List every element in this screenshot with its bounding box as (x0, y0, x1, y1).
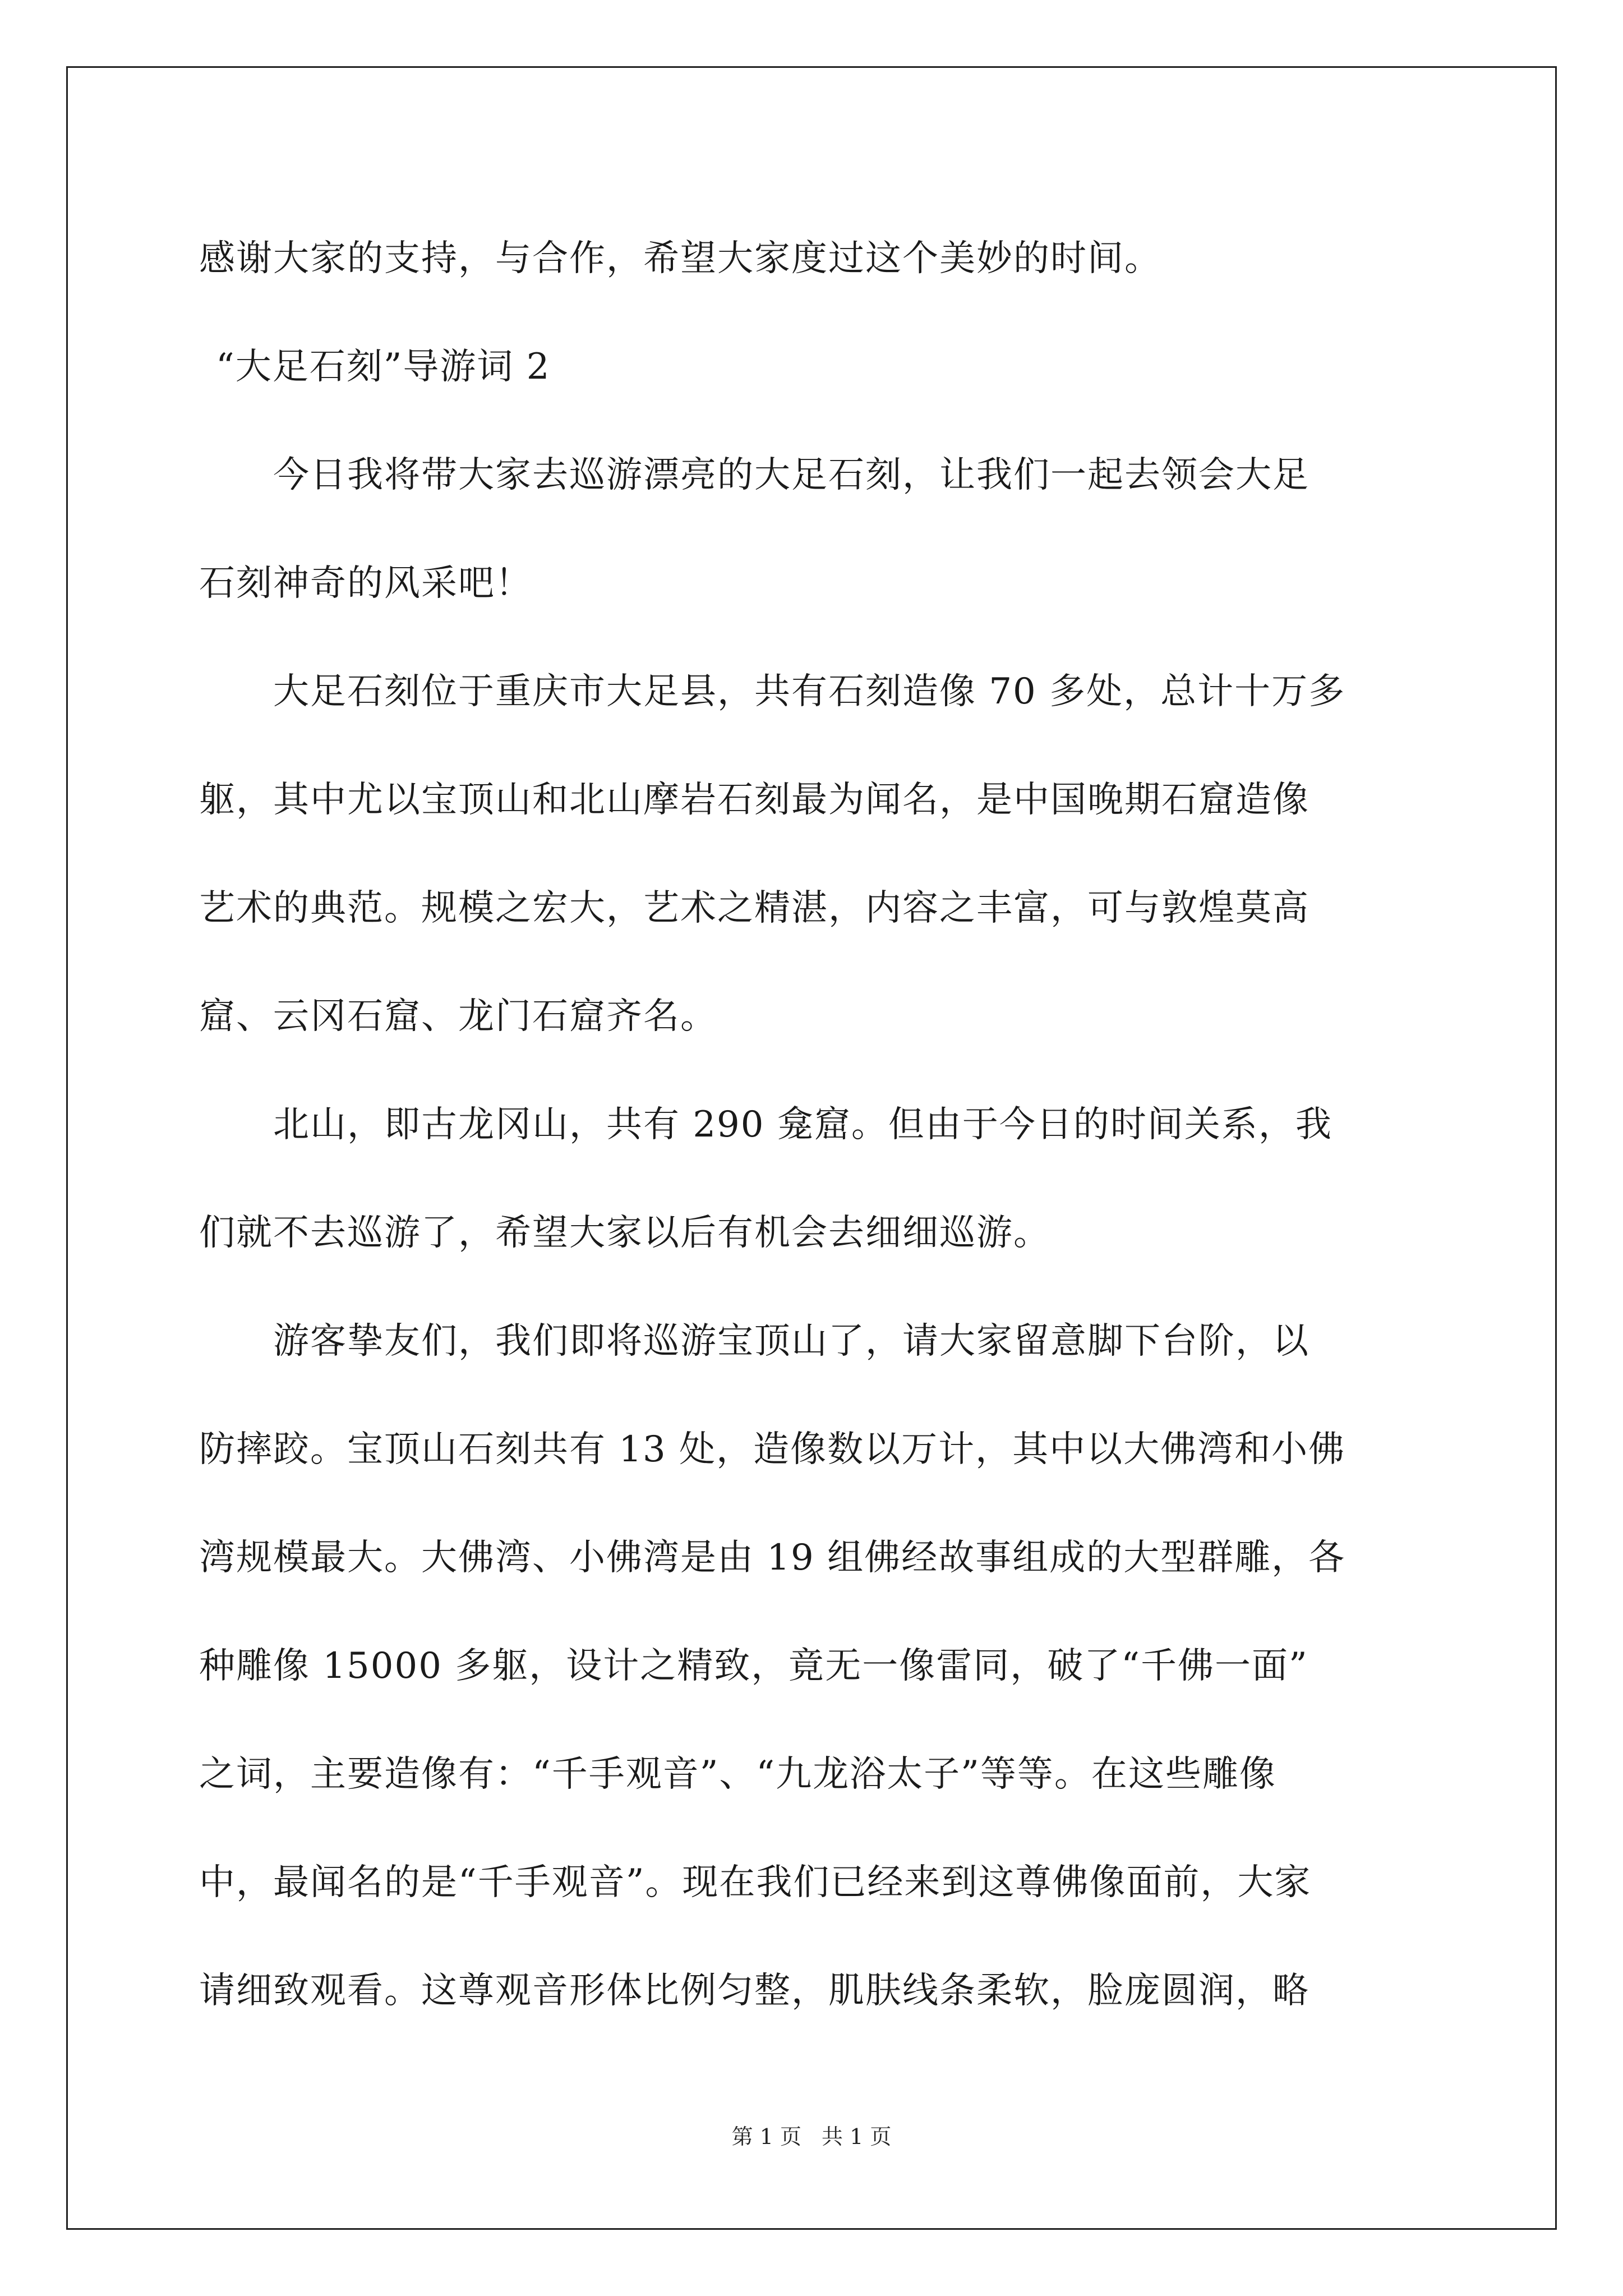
text-line: 石刻神奇的风采吧！ (199, 563, 532, 604)
text-line: 躯，其中尤以宝顶山和北山摩岩石刻最为闻名，是中国晚期石窟造像 (199, 779, 1310, 821)
text-line: 种雕像 15000 多躯，设计之精致，竟无一像雷同，破了“千佛一面” (199, 1645, 1308, 1687)
text-line: 防摔跤。宝顶山石刻共有 13 处，造像数以万计，其中以大佛湾和小佛 (199, 1429, 1346, 1470)
text-line: 北山，即古龙冈山，共有 290 龛窟。但由于今日的时间关系，我 (199, 1104, 1332, 1145)
text-line: 窟、云冈石窟、龙门石窟齐名。 (199, 996, 717, 1037)
text-line: 今日我将带大家去巡游漂亮的大足石刻，让我们一起去领会大足 (199, 454, 1310, 496)
text-line: 之词，主要造像有：“千手观音”、“九龙浴太子”等等。在这些雕像 (199, 1754, 1276, 1795)
text-line: 湾规模最大。大佛湾、小佛湾是由 19 组佛经故事组成的大型群雕，各 (199, 1537, 1346, 1579)
text-line: 艺术的典范。规模之宏大，艺术之精湛，内容之丰富，可与敦煌莫高 (199, 887, 1310, 929)
text-line: 感谢大家的支持，与合作，希望大家度过这个美妙的时间。 (199, 238, 1161, 279)
page-number: 第 1 页 (731, 2124, 801, 2149)
text-line: 们就不去巡游了，希望大家以后有机会去细细巡游。 (199, 1212, 1050, 1254)
text-line: 中，最闻名的是“千手观音”。现在我们已经来到这尊佛像面前，大家 (199, 1862, 1312, 1903)
text-line: 请细致观看。这尊观音形体比例匀整，肌肤线条柔软，脸庞圆润，略 (199, 1970, 1310, 2012)
text-line: 游客挚友们，我们即将巡游宝顶山了，请大家留意脚下台阶，以 (199, 1320, 1310, 1362)
page-footer (0, 2119, 1623, 2150)
section-heading: “大足石刻”导游词 2 (216, 346, 551, 388)
text-line: 大足石刻位于重庆市大足县，共有石刻造像 70 多处，总计十万多 (199, 671, 1346, 712)
document-body (199, 205, 1424, 2045)
page-total: 共 1 页 (822, 2124, 892, 2149)
